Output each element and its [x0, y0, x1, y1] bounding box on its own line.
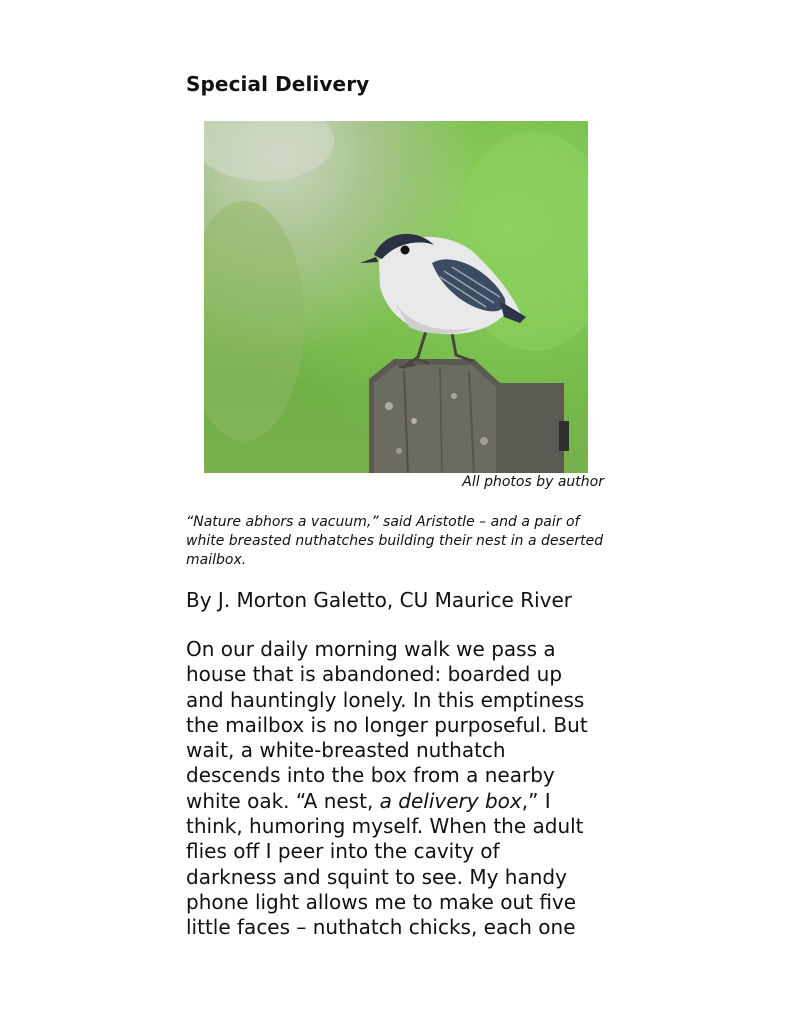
- photo-credit: All photos by author: [462, 474, 604, 490]
- body-line: wait, a white-breasted nuthatch: [186, 738, 506, 763]
- body-line: [186, 789, 588, 814]
- body-line: phone light allows me to make out five: [186, 889, 577, 914]
- body-line: and hauntingly lonely. In this emptiness: [186, 687, 585, 712]
- italic-emphasis: a delivery box: [379, 788, 522, 813]
- body-text-segment: ,” I: [521, 788, 551, 813]
- body-line: house that is abandoned: boarded up: [186, 662, 563, 687]
- photo-caption: “Nature abhors a vacuum,” said Aristotle – and a pair of white breasted nuthatches building their nest in a deserted mailbox.: [186, 514, 604, 568]
- body-line: On our daily morning walk we pass a: [186, 637, 556, 661]
- body-line: flies off I peer into the cavity of: [186, 839, 500, 864]
- body-text-segment: white oak. “A nest,: [186, 788, 380, 813]
- nuthatch-photo: [204, 121, 588, 473]
- body-line: think, humoring myself. When the adult: [186, 814, 584, 839]
- byline: By J. Morton Galetto, CU Maurice River: [186, 588, 573, 612]
- body-line: darkness and squint to see. My handy: [186, 864, 567, 889]
- body-line: descends into the box from a nearby: [186, 763, 555, 788]
- body-line: little faces – nuthatch chicks, each one: [186, 915, 576, 940]
- article-body: [186, 637, 588, 941]
- page-title: Special Delivery: [186, 72, 370, 96]
- body-line: the mailbox is no longer purposeful. But: [186, 712, 588, 737]
